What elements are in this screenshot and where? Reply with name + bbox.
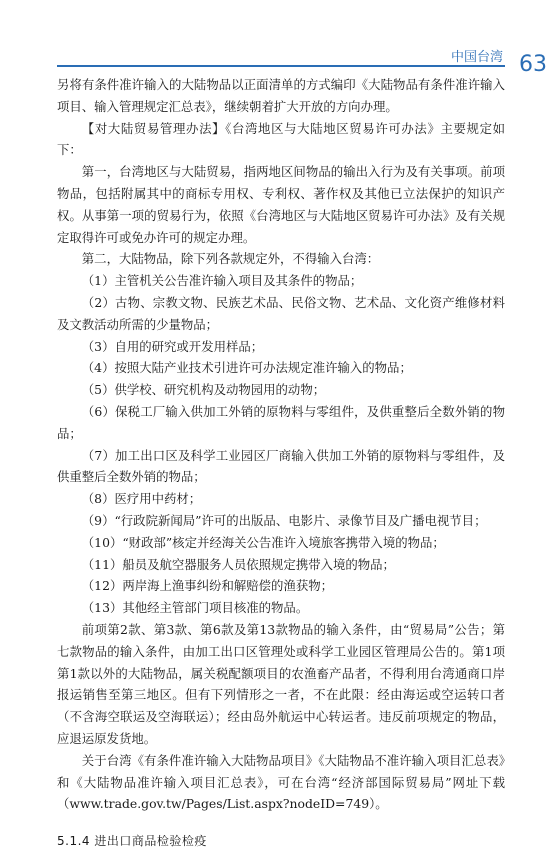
page-number: 63	[519, 52, 547, 77]
list-item: （2）古物、宗教文物、民族艺术品、民俗文物、艺术品、文化资产维修材料及文教活动所需的少量物品；	[57, 294, 505, 332]
list-item: （7）加工出口区及科学工业园区厂商输入供加工外销的原物料与零组件，及供重整后全数外销的物品；	[57, 447, 505, 485]
conditions-paragraph: 前项第2款、第3款、第6款及第13款物品的输入条件，由“贸易局”公告；第七款物品的输入条件，由加工出口区管理处或科学工业园区管理局公告的。第1项第1款以外的大陆物品，属关税配额项目的农渔畜产品者，不得利用台湾通商口岸报运销售至第三地区。但有下列情形之一者，不在此限：经由海运或空运转口者（不含海空联运及空海联运）；经由岛外航运中心转运者。违反前项规定的物品，应退运原发货地。	[57, 621, 505, 746]
page-body	[57, 74, 505, 853]
list-item: （11）船员及航空器服务人员依照规定携带入境的物品；	[81, 556, 395, 572]
list-item: （12）两岸海上渔事纠纷和解赔偿的渔获物；	[81, 578, 333, 594]
list-item: （8）医疗用中药材；	[81, 491, 202, 507]
list-item: （1）主管机关公告准许输入项目及其条件的物品；	[81, 273, 363, 289]
list-item: （9）“行政院新闻局”许可的出版品、电影片、录像节目及广播电视节目；	[81, 512, 487, 528]
intro-paragraph: 另将有条件准许输入的大陆物品以正面清单的方式编印《大陆物品有条件准许输入项目、输入管理规定汇总表》，继续朝着扩大开放的方向办理。	[57, 77, 505, 114]
list-item: （13）其他经主管部门项目核准的物品。	[81, 600, 309, 616]
section-heading: 5.1.4 进出口商品检验检疫	[57, 834, 207, 849]
article-1: 第一，台湾地区与大陆贸易，指两地区间物品的输出入行为及有关事项。前项物品，包括附属其中的商标专用权、专利权、著作权及其他已立法保护的知识产权。从事第一项的贸易行为，依照《台湾地区与大陆地区贸易许可办法》及有关规定取得许可或免办许可的规定办理。	[57, 164, 505, 245]
list-item: （10）“财政部”核定并经海关公告准许入境旅客携带入境的物品；	[81, 534, 445, 550]
list-item: （4）按照大陆产业技术引进许可办法规定准许输入的物品；	[81, 360, 412, 376]
header-divider	[57, 65, 505, 67]
regulation-title: 【对大陆贸易管理办法】《台湾地区与大陆地区贸易许可办法》主要规定如下：	[57, 120, 505, 158]
download-paragraph: 关于台湾《有条件准许输入大陆物品项目》《大陆物品不准许输入项目汇总表》和《大陆物品准许输入项目汇总表》，可在台湾“经济部国际贸易局”网址下载（www.trade.gov.tw/Pages/List.aspx?nodeID=749）。	[57, 752, 505, 812]
list-item: （5）供学校、研究机构及动物园用的动物；	[81, 382, 326, 398]
header-label: 中国台湾	[450, 50, 503, 65]
list-item: （3）自用的研究或开发用样品；	[81, 338, 264, 354]
page-header	[0, 0, 559, 80]
list-item: （6）保税工厂输入供加工外销的原物料与零组件，及供重整后全数外销的物品；	[57, 403, 505, 441]
article-2: 第二，大陆物品，除下列各款规定外，不得输入台湾：	[81, 251, 380, 267]
